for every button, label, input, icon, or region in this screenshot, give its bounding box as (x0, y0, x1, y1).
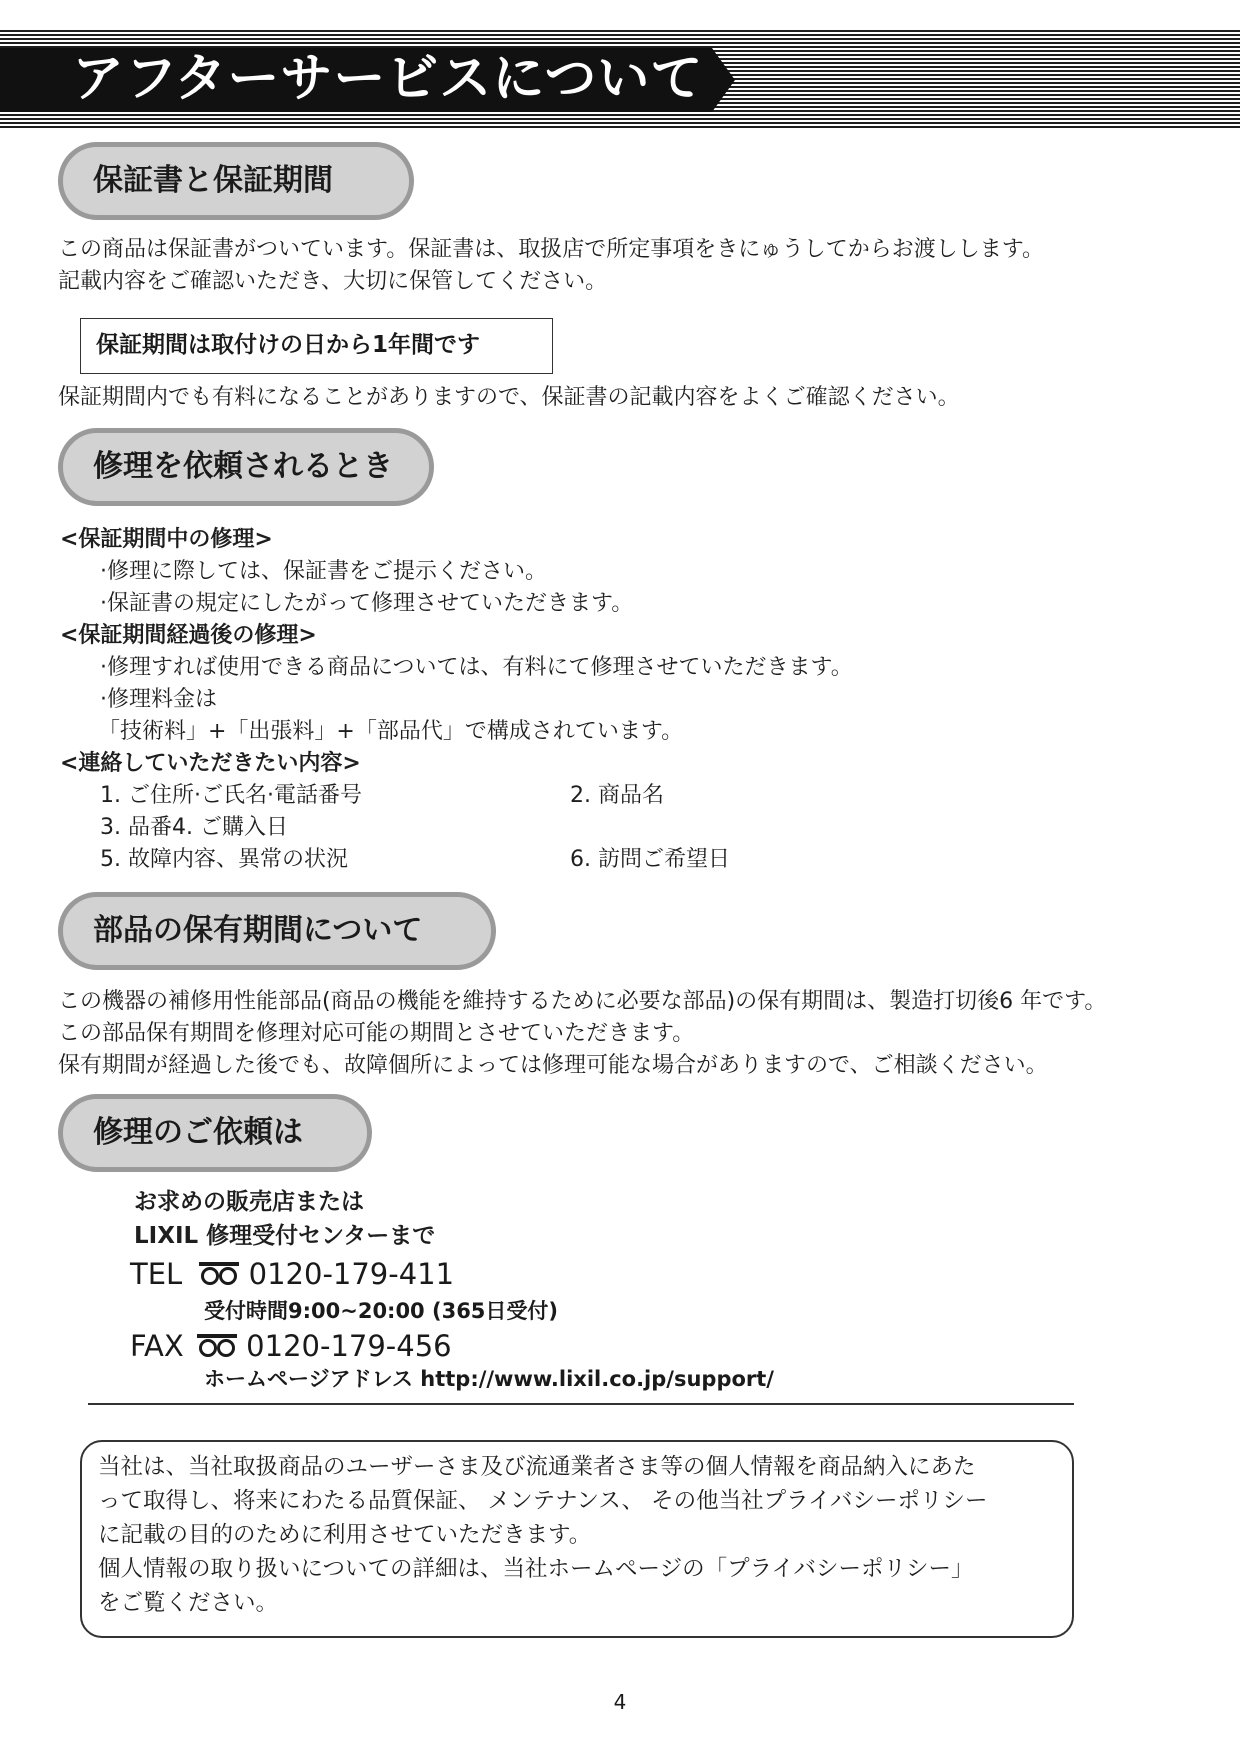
page-title: アフターサービスについて (72, 49, 704, 109)
privacy-line: 当社は、当社取扱商品のユーザーさま及び流通業者さま等の個人情報を商品納入にあた (98, 1454, 976, 1480)
contact-info-heading: <連絡していただきたい内容> (60, 751, 361, 776)
list-item: ·修理すれば使用できる商品については、有料にて修理させていただきます。 (100, 655, 853, 680)
privacy-line: に記載の目的のために利用させていただきます。 (98, 1522, 592, 1548)
privacy-line: って取得し、将来にわたる品質保証、 メンテナンス、 その他当社プライバシーポリシー (98, 1488, 988, 1514)
parts-line-2: この部品保有期間を修理対応可能の期間とさせていただきます。 (58, 1021, 695, 1046)
fax-row (130, 1326, 452, 1366)
contact-line-2: LIXIL 修理受付センターまで (134, 1223, 436, 1249)
divider (88, 1403, 1074, 1405)
fax-label: FAX (130, 1329, 184, 1363)
list-item: ·修理に際しては、保証書をご提示ください。 (100, 559, 547, 584)
contact-item: 5. 故障内容、異常の状況 (100, 847, 348, 872)
section-heading-parts (58, 892, 496, 970)
tel-number[interactable]: 0120-179-411 (248, 1257, 455, 1291)
free-dial-icon (197, 1334, 237, 1358)
privacy-line: をご覧ください。 (98, 1590, 279, 1616)
section-heading-repair-contact (58, 1094, 372, 1172)
fax-number[interactable]: 0120-179-456 (246, 1329, 452, 1363)
section-heading-warranty (58, 142, 414, 220)
contact-item: 6. 訪問ご希望日 (570, 847, 730, 872)
section-heading-text: 部品の保有期間について (93, 913, 423, 948)
warranty-note: 保証期間内でも有料になることがありますので、保証書の記載内容をよくご確認ください。 (58, 385, 960, 410)
during-warranty-heading: <保証期間中の修理> (60, 527, 273, 552)
parts-line-3: 保有期間が経過した後でも、故障個所によっては修理可能な場合がありますので、ご相談ください。 (58, 1053, 1048, 1078)
list-item: ·修理料金は (100, 687, 217, 712)
list-item: ·保証書の規定にしたがって修理させていただきます。 (100, 591, 634, 616)
parts-line-1: この機器の補修用性能部品(商品の機能を維持するために必要な部品)の保有期間は、製造打切後6 年です。 (58, 989, 1107, 1014)
warranty-line-1: この商品は保証書がついています。保証書は、取扱店で所定事項をきにゅうしてからお渡しします。 (58, 237, 1045, 262)
warranty-line-2: 記載内容をご確認いただき、大切に保管してください。 (58, 269, 608, 294)
after-warranty-heading: <保証期間経過後の修理> (60, 623, 317, 648)
free-dial-icon (199, 1262, 239, 1286)
contact-item: 1. ご住所·ご氏名·電話番号 (100, 783, 362, 808)
fee-composition: 「技術料」+「出張料」+「部品代」で構成されています。 (98, 719, 684, 744)
contact-item: 3. 品番4. ご購入日 (100, 815, 288, 840)
page-number: 4 (613, 1690, 627, 1714)
section-heading-text: 修理のご依頼は (93, 1115, 303, 1150)
section-heading-repair-request (58, 428, 434, 506)
section-heading-text: 保証書と保証期間 (93, 163, 333, 198)
contact-item: 2. 商品名 (570, 783, 664, 808)
contact-line-1: お求めの販売店または (134, 1189, 364, 1215)
homepage-address[interactable]: ホームページアドレス http://www.lixil.co.jp/support/ (204, 1367, 774, 1391)
tel-label: TEL (130, 1257, 183, 1291)
reception-hours: 受付時間9:00~20:00 (365日受付) (204, 1299, 559, 1323)
privacy-line: 個人情報の取り扱いについての詳細は、当社ホームページの「プライバシーポリシー」 (98, 1556, 974, 1582)
tel-row (130, 1254, 454, 1294)
warranty-period-box: 保証期間は取付けの日から1年間です (80, 318, 553, 374)
section-heading-text: 修理を依頼されるとき (93, 449, 393, 484)
